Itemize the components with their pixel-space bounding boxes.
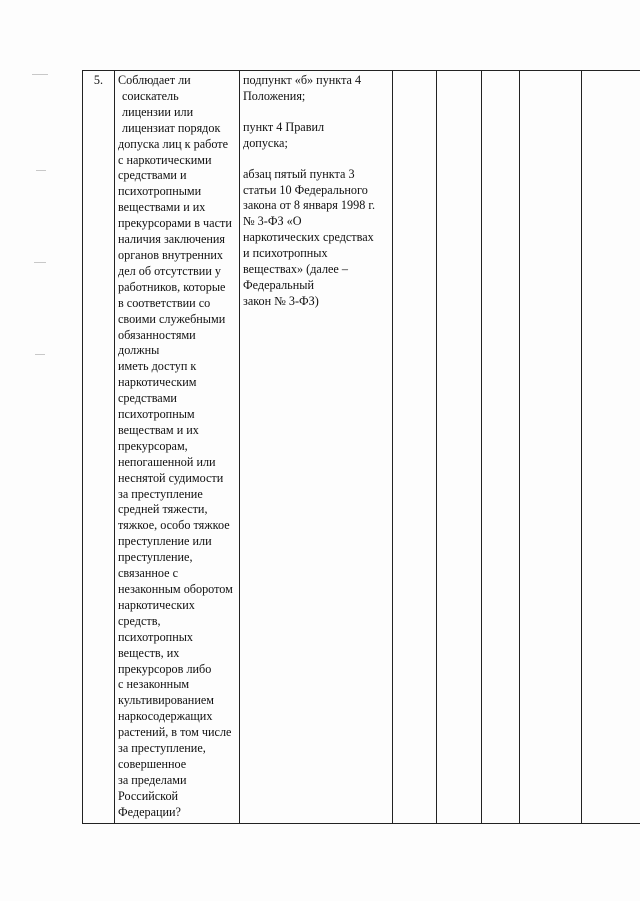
- reference-line: абзац пятый пункта 3: [243, 166, 355, 181]
- question-text: [118, 73, 236, 821]
- question-line: средствами: [118, 391, 177, 406]
- question-line: за преступление,: [118, 741, 206, 756]
- question-line: растений, в том числе: [118, 725, 232, 740]
- reference-line: допуска;: [243, 135, 288, 150]
- question-line: средней тяжести,: [118, 502, 208, 517]
- reference-line: закона от 8 января 1998 г.: [243, 198, 376, 213]
- answer-no-cell: [437, 71, 482, 824]
- question-line: иметь доступ к: [118, 359, 197, 374]
- question-line: незаконным оборотом: [118, 582, 233, 596]
- question-cell: [115, 71, 240, 824]
- question-line: с незаконным: [118, 677, 190, 692]
- question-line: психотропными: [118, 184, 202, 199]
- reference-line: и психотропных: [243, 246, 328, 261]
- question-line: веществами и их: [118, 200, 206, 215]
- row-number-cell: [83, 71, 115, 824]
- reference-line: пункт 4 Правил: [243, 119, 325, 134]
- question-line: средств,: [118, 613, 161, 628]
- question-line: наличия заключения: [118, 232, 226, 247]
- question-line: преступление или: [118, 534, 212, 549]
- reference-line: закон № 3-ФЗ): [243, 293, 319, 308]
- question-line: наркотических: [118, 597, 195, 612]
- checklist-table: [82, 70, 640, 824]
- question-line: допуска лиц к работе: [118, 136, 229, 151]
- question-line: прекурсорам,: [118, 438, 188, 453]
- reference-line: Федеральный: [243, 277, 314, 292]
- question-line: должны: [118, 343, 160, 358]
- question-line: связанное с: [118, 566, 178, 581]
- question-line: культивированием: [118, 693, 214, 708]
- question-line: Соблюдает ли: [118, 73, 191, 87]
- remarks-cell: [582, 71, 640, 824]
- question-line: лицензиат порядок: [122, 120, 221, 135]
- scan-artifact: [34, 262, 46, 263]
- scan-artifact: [36, 170, 46, 171]
- notes-cell: [520, 71, 582, 824]
- question-line: с наркотическими: [118, 152, 212, 167]
- reference-cell: [240, 71, 393, 824]
- question-line: органов внутренних: [118, 247, 224, 262]
- reference-line: наркотических средствах: [243, 230, 374, 245]
- scan-artifact: [32, 74, 48, 75]
- question-line: прекурсорами в части: [118, 216, 232, 231]
- reference-line: подпункт «б» пункта 4: [243, 73, 362, 87]
- question-line: тяжкое, особо тяжкое: [118, 518, 230, 533]
- question-line: веществам и их: [118, 422, 199, 437]
- question-line: веществ, их: [118, 645, 180, 660]
- question-line: психотропных: [118, 629, 194, 644]
- question-line: в соответствии со: [118, 295, 211, 310]
- question-line: прекурсоров либо: [118, 661, 212, 676]
- table-row: [83, 71, 640, 824]
- reference-line: статьи 10 Федерального: [243, 182, 368, 197]
- reference-line: веществах» (далее –: [243, 262, 348, 277]
- question-line: соискатель: [122, 88, 179, 103]
- question-line: совершенное: [118, 756, 187, 771]
- reference-line: Положения;: [243, 88, 306, 103]
- question-line: средствами и: [118, 168, 187, 183]
- question-line: Федерации?: [118, 804, 181, 819]
- question-line: обязанностями: [118, 327, 196, 342]
- reference-line: № 3-ФЗ «О: [243, 214, 302, 229]
- question-line: лицензии или: [122, 104, 194, 119]
- reference-block: [243, 120, 389, 152]
- row-number: 5.: [93, 73, 104, 87]
- question-line: Российской: [118, 788, 179, 803]
- reference-text: [243, 73, 389, 310]
- question-line: непогашенной или: [118, 454, 216, 469]
- question-line: неснятой судимости: [118, 470, 224, 485]
- question-line: преступление,: [118, 550, 193, 565]
- question-line: работников, которые: [118, 279, 226, 294]
- reference-block: [243, 167, 389, 310]
- scan-artifact: [35, 354, 45, 355]
- question-line: за преступление: [118, 486, 203, 501]
- question-line: психотропным: [118, 407, 195, 422]
- question-line: наркосодержащих: [118, 709, 213, 724]
- answer-na-cell: [482, 71, 520, 824]
- question-line: наркотическим: [118, 375, 197, 390]
- question-line: дел об отсутствии у: [118, 263, 221, 278]
- reference-block: [243, 73, 389, 105]
- question-line: за пределами: [118, 772, 187, 787]
- answer-yes-cell: [393, 71, 437, 824]
- question-line: своими служебными: [118, 311, 226, 326]
